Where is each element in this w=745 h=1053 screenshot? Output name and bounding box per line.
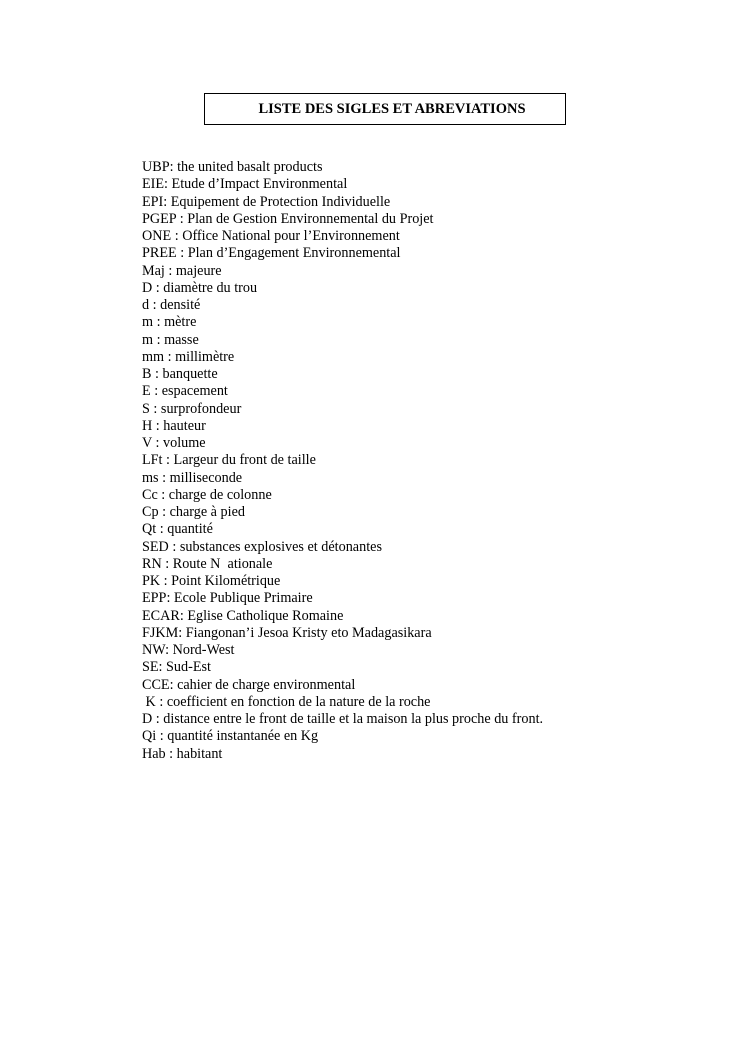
- list-item: m : masse: [142, 331, 199, 348]
- list-item: SE: Sud-Est: [142, 659, 211, 676]
- list-item: mm : millimètre: [142, 348, 235, 365]
- list-item: Hab : habitant: [142, 745, 223, 762]
- list-item: E : espacement: [142, 383, 228, 400]
- list-item: EPI: Equipement de Protection Individuelle: [142, 193, 391, 210]
- list-item: V : volume: [142, 435, 206, 451]
- list-item: EIE: Etude d’Impact Environmental: [142, 176, 348, 193]
- list-item: Qt : quantité: [142, 521, 213, 538]
- list-item: D : diamètre du trou: [142, 279, 258, 296]
- list-item: RN : Route N ationale: [142, 555, 273, 572]
- list-item: SED : substances explosives et détonantes: [142, 538, 382, 555]
- list-item: d : densité: [142, 297, 201, 313]
- list-item: Qi : quantité instantanée en Kg: [142, 728, 319, 745]
- list-item: UBP: the united basalt products: [142, 159, 323, 175]
- list-item: S : surprofondeur: [142, 400, 242, 417]
- page-title-box: [204, 93, 566, 125]
- list-item: EPP: Ecole Publique Primaire: [142, 590, 313, 607]
- list-item: B : banquette: [142, 366, 218, 382]
- list-item: ms : milliseconde: [142, 469, 243, 486]
- list-item: LFt : Largeur du front de taille: [142, 452, 316, 469]
- list-item: D : distance entre le front de taille et la maison la plus proche du front.: [142, 711, 544, 727]
- list-item: PK : Point Kilométrique: [142, 573, 281, 589]
- abbreviation-list: [142, 159, 543, 763]
- list-item: ECAR: Eglise Catholique Romaine: [142, 607, 344, 624]
- list-item: H : hauteur: [142, 417, 206, 434]
- list-item: PGEP : Plan de Gestion Environnemental du Projet: [142, 210, 434, 227]
- list-item: m : mètre: [142, 314, 197, 331]
- list-item: K : coefficient en fonction de la nature de la roche: [142, 693, 431, 710]
- list-item: Cp : charge à pied: [142, 504, 245, 520]
- list-item: ONE : Office National pour l’Environnement: [142, 228, 400, 244]
- list-item: NW: Nord-West: [142, 642, 235, 658]
- list-item: Maj : majeure: [142, 262, 222, 279]
- list-item: FJKM: Fiangonan’i Jesoa Kristy eto Madagasikara: [142, 624, 432, 641]
- page-title: LISTE DES SIGLES ET ABREVIATIONS: [258, 101, 526, 117]
- list-item: PREE : Plan d’Engagement Environnemental: [142, 245, 401, 262]
- list-item: CCE: cahier de charge environmental: [142, 676, 356, 693]
- list-item: Cc : charge de colonne: [142, 486, 272, 503]
